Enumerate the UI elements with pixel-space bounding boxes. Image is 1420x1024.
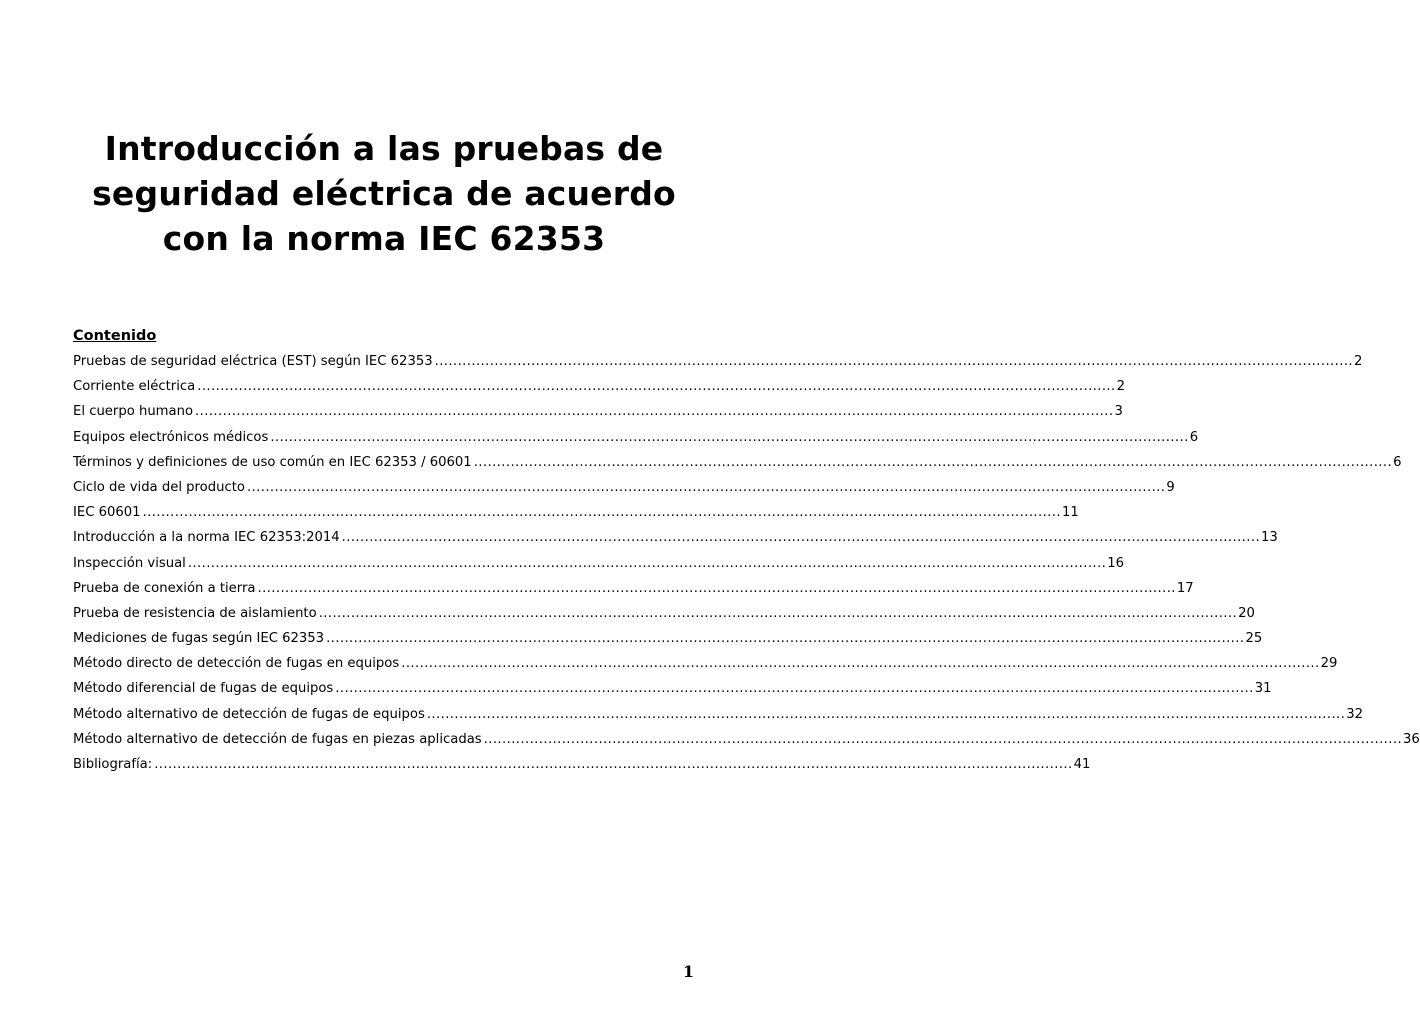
title-line: con la norma IEC 62353 [162,219,606,258]
toc-entry[interactable] [73,601,1255,626]
toc-dot-leader: ........................................................................................................................................................................................................ [401,656,1320,672]
toc-entry[interactable] [73,425,1199,450]
toc-entry-label: Corriente eléctrica [73,379,196,395]
toc-heading: Contenido [73,328,157,344]
toc-entry[interactable] [73,727,1420,752]
toc-entry-page: 36 [1403,731,1420,747]
toc-entry-label: Ciclo de vida del producto [73,479,245,495]
toc-entry[interactable] [73,525,1278,550]
toc-entry-label: Términos y definiciones de uso común en IEC 62353 / 60601 [73,454,472,470]
toc-entry[interactable] [73,349,1363,374]
toc-entry-page: 2 [1116,379,1126,395]
toc-entry-page: 32 [1346,706,1364,722]
toc-dot-leader: ........................................................................................................................................................................................................ [434,354,1354,369]
toc-entry-label: Método alternativo de detección de fugas en piezas aplicadas [73,731,482,747]
table-of-contents [73,323,1420,777]
toc-dot-leader: ........................................................................................................................................................................................................ [246,479,1166,495]
toc-entry-page: 3 [1114,404,1123,420]
toc-dot-leader: ........................................................................................................................................................................................................ [270,429,1189,445]
toc-entry[interactable] [73,702,1364,727]
toc-dot-leader: ........................................................................................................................................................................................................ [197,379,1116,395]
toc-entry-page: 17 [1176,580,1194,596]
toc-entry-page: 20 [1238,605,1255,621]
toc-entry-page: 41 [1073,757,1091,772]
toc-dot-leader: ........................................................................................................................................................................................................ [187,555,1107,571]
toc-entry[interactable] [73,399,1123,424]
toc-entry-label: Método directo de detección de fugas en equipos [73,656,400,672]
toc-entry-page: 16 [1107,555,1124,571]
toc-entry-page: 13 [1261,530,1278,546]
title-line: seguridad eléctrica de acuerdo [92,174,676,213]
toc-dot-leader: ........................................................................................................................................................................................................ [341,530,1261,546]
toc-entry[interactable] [73,576,1194,601]
toc-dot-leader: ........................................................................................................................................................................................................ [335,681,1254,697]
toc-dot-leader: ........................................................................................................................................................................................................ [483,731,1403,747]
toc-dot-leader: ........................................................................................................................................................................................................ [473,454,1393,470]
toc-entry-label: Método alternativo de detección de fugas de equipos [73,706,425,722]
toc-dot-leader: ........................................................................................................................................................................................................ [195,404,1114,420]
toc-entry[interactable] [73,551,1124,576]
toc-entry-page: 11 [1061,505,1079,521]
toc-entry-page: 2 [1354,354,1363,369]
toc-entry-label: El cuerpo humano [73,404,194,420]
toc-entry[interactable] [73,475,1175,500]
toc-entry[interactable] [73,626,1263,651]
toc-entry-page: 25 [1245,631,1263,647]
toc-entry-label: Equipos electrónicos médicos [73,429,269,445]
toc-entry-label: Pruebas de seguridad eléctrica (EST) según IEC 62353 [73,354,433,369]
toc-entry-page: 31 [1254,681,1272,697]
toc-entry-label: Mediciones de fugas según IEC 62353 [73,631,325,647]
toc-dot-leader: ........................................................................................................................................................................................................ [326,631,1245,647]
toc-entry[interactable] [73,752,1091,777]
toc-entry[interactable] [73,450,1402,475]
toc-entry-page: 6 [1189,429,1199,445]
toc-entry-label: Método diferencial de fugas de equipos [73,681,334,697]
title-line: Introducción a las pruebas de [104,129,664,168]
toc-entry-page: 29 [1320,656,1338,672]
toc-entry-page: 9 [1166,479,1175,495]
toc-entry[interactable] [73,500,1079,525]
toc-entry[interactable] [73,651,1338,676]
toc-dot-leader: ........................................................................................................................................................................................................ [426,706,1346,722]
toc-dot-leader: ........................................................................................................................................................................................................ [142,505,1061,521]
toc-entry-label: IEC 60601 [73,505,141,521]
toc-entry-page: 6 [1393,454,1402,470]
page-number: 1 [682,962,694,981]
toc-dot-leader: ........................................................................................................................................................................................................ [154,757,1073,772]
toc-entry-label: Introducción a la norma IEC 62353:2014 [73,530,340,546]
toc-entry-label: Inspección visual [73,555,186,571]
toc-dot-leader: ........................................................................................................................................................................................................ [257,580,1176,596]
toc-entry-label: Prueba de conexión a tierra [73,580,256,596]
toc-entry-label: Prueba de resistencia de aislamiento [73,605,317,621]
toc-entry-label: Bibliografía: [73,757,153,772]
toc-entry[interactable] [73,676,1272,701]
toc-list [73,349,1420,777]
toc-entry[interactable] [73,374,1126,399]
document-title [60,126,708,261]
toc-dot-leader: ........................................................................................................................................................................................................ [318,605,1238,621]
